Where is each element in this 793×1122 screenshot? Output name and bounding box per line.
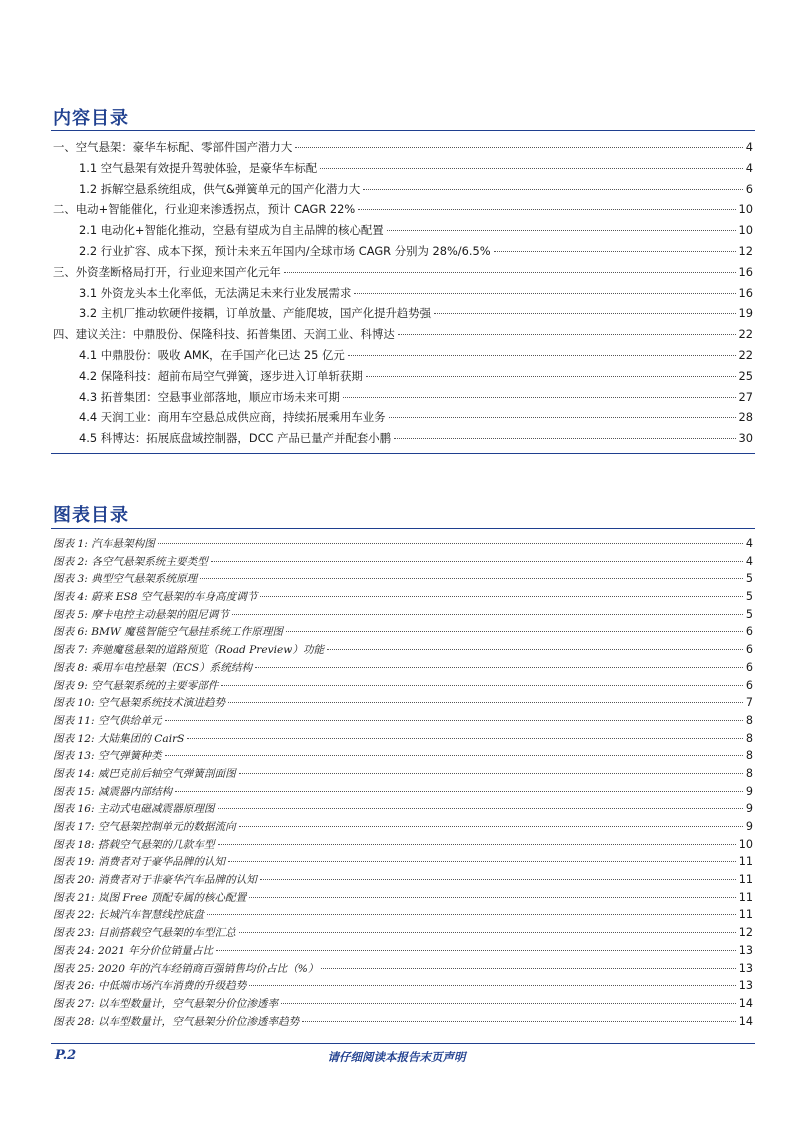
toc-entry[interactable] [53, 264, 753, 285]
toc-entry-text: 4.2 保隆科技：超前布局空气弹簧，逐步进入订单斩获期 [79, 368, 363, 383]
dot-leader [239, 773, 743, 774]
dot-leader [295, 147, 743, 148]
dot-leader [398, 334, 736, 335]
toc-entry-text: 2.1 电动化+智能化推动，空悬有望成为自主品牌的核心配置 [79, 223, 384, 238]
figure-entry-text: 图表 17: 空气悬架控制单元的数据流向 [53, 821, 236, 833]
figure-entry[interactable] [53, 748, 753, 766]
figure-entry[interactable] [53, 801, 753, 819]
figure-entry-text: 图表 3: 典型空气悬架系统原理 [53, 573, 198, 586]
toc-list [53, 139, 753, 451]
toc-entry-page-number: 10 [738, 223, 753, 238]
figure-entry[interactable] [53, 854, 753, 872]
toc-entry-page-number: 25 [738, 368, 753, 383]
figure-entry-text: 图表 18: 搭载空气悬架的几款车型 [53, 838, 215, 851]
figure-entry-page-number: 9 [745, 820, 753, 833]
figure-index-title-rule [51, 528, 755, 529]
figure-entry-page-number: 5 [745, 590, 753, 604]
toc-entry[interactable] [53, 326, 753, 347]
figure-entry[interactable] [53, 554, 753, 572]
figure-entry-page-number: 8 [745, 713, 753, 727]
figure-entry[interactable] [53, 571, 753, 589]
toc-entry-page-number: 19 [738, 306, 753, 321]
figure-entry-page-number: 12 [738, 926, 753, 940]
figure-entry-page-number: 14 [738, 1014, 753, 1028]
figure-entry[interactable] [53, 837, 753, 855]
figure-index-list [53, 536, 753, 1031]
dot-leader [207, 914, 736, 915]
figure-entry[interactable] [53, 660, 753, 678]
dot-leader [239, 932, 736, 933]
figure-entry[interactable] [53, 784, 753, 802]
dot-leader [165, 755, 743, 756]
dot-leader [228, 702, 743, 703]
figure-entry-text: 图表 6: BMW 魔毯智能空气悬挂系统工作原理图 [53, 626, 284, 639]
figure-entry[interactable] [53, 642, 753, 660]
figure-entry[interactable] [53, 678, 753, 696]
figure-entry-text: 图表 12: 大陆集团的 CairS [53, 732, 185, 745]
figure-entry-page-number: 4 [745, 554, 753, 568]
figure-entry-text: 图表 27: 以车型数量计，空气悬架分价位渗透率 [53, 997, 279, 1010]
dot-leader [255, 667, 743, 668]
dot-leader [387, 230, 736, 231]
figure-entry-page-number: 14 [738, 996, 753, 1010]
toc-entry-text: 1.2 拆解空悬系统组成，供气&弹簧单元的国产化潜力大 [79, 181, 361, 196]
toc-entry-text: 4.5 科博达：拓展底盘域控制器，DCC 产品已量产并配套小鹏 [79, 431, 392, 446]
figure-entry[interactable] [53, 731, 753, 749]
toc-entry-page-number: 30 [738, 431, 753, 446]
dot-leader [348, 355, 736, 356]
toc-entry-text: 四、建议关注：中鼎股份、保隆科技、拓普集团、天润工业、科博达 [53, 327, 395, 342]
toc-entry-text: 3.2 主机厂推动软硬件接耦，订单放量、产能爬坡，国产化提升趋势强 [79, 306, 432, 321]
toc-entry-text: 1.1 空气悬架有效提升驾驶体验，是豪华车标配 [79, 160, 318, 175]
toc-entry-page-number: 16 [738, 285, 753, 300]
dot-leader [320, 168, 743, 169]
toc-entry[interactable] [53, 409, 753, 430]
toc-entry-text: 4.3 拓普集团：空悬事业部落地，顺应市场未来可期 [79, 389, 340, 404]
figure-entry-text: 图表 24: 2021 年分价位销量占比 [53, 944, 214, 957]
dot-leader [228, 861, 736, 862]
toc-entry[interactable] [53, 285, 753, 306]
toc-entry-text: 4.4 天润工业：商用车空悬总成供应商，持续拓展乘用车业务 [79, 410, 386, 425]
toc-entry-page-number: 4 [745, 140, 753, 154]
toc-entry-page-number: 12 [738, 243, 753, 258]
figure-entry[interactable] [53, 607, 753, 625]
figure-entry-text: 图表 11: 空气供给单元 [53, 714, 162, 727]
figure-entry-page-number: 11 [738, 890, 753, 904]
figure-entry[interactable] [53, 819, 753, 837]
toc-title-rule [51, 130, 755, 131]
figure-entry[interactable] [53, 943, 753, 961]
figure-entry-text: 图表 2: 各空气悬架系统主要类型 [53, 555, 208, 568]
figure-entry-text: 图表 28: 以车型数量计，空气悬架分价位渗透率趋势 [53, 1015, 300, 1028]
dot-leader [260, 879, 736, 880]
figure-entry-page-number: 6 [745, 660, 753, 674]
toc-entry-text: 3.1 外资龙头本土化率低，无法满足未来行业发展需求 [79, 285, 352, 300]
toc-entry-page-number: 6 [745, 181, 753, 196]
toc-entry-text: 2.2 行业扩容、成本下探，预计未来五年国内/全球市场 CAGR 分别为 28%/6.5% [79, 243, 491, 258]
toc-entry[interactable] [53, 389, 753, 410]
toc-entry[interactable] [53, 181, 753, 202]
figure-entry-page-number: 11 [738, 873, 753, 887]
footer-rule [51, 1043, 755, 1044]
dot-leader [286, 631, 743, 632]
toc-entry[interactable] [53, 160, 753, 181]
figure-entry-page-number: 13 [738, 961, 753, 975]
figure-entry-page-number: 5 [745, 572, 753, 586]
footer-disclaimer: 请仔细阅读本报告末页声明 [327, 1050, 466, 1064]
dot-leader [389, 417, 736, 418]
figure-index-title: 图表目录 [53, 505, 129, 526]
toc-entry[interactable] [53, 368, 753, 389]
figure-entry-page-number: 4 [745, 537, 753, 550]
dot-leader [354, 293, 735, 294]
figure-entry[interactable] [53, 996, 753, 1014]
dot-leader [260, 596, 742, 597]
dot-leader [302, 1021, 735, 1022]
toc-entry-text: 二、电动+智能催化，行业迎来渗透拐点，预计 CAGR 22% [53, 202, 356, 217]
toc-bottom-rule [51, 453, 755, 454]
dot-leader [232, 614, 743, 615]
figure-entry-page-number: 6 [745, 678, 753, 692]
dot-leader [343, 397, 736, 398]
dot-leader [158, 543, 743, 544]
toc-entry-page-number: 27 [738, 389, 753, 404]
dot-leader [165, 720, 743, 721]
toc-entry[interactable] [53, 430, 753, 451]
figure-entry[interactable] [53, 1014, 753, 1032]
toc-entry-page-number: 28 [738, 410, 753, 425]
figure-entry-text: 图表 4: 蔚来 ES8 空气悬架的车身高度调节 [53, 591, 258, 604]
figure-entry-text: 图表 25: 2020 年的汽车经销商百强销售均价占比（%） [53, 962, 319, 975]
figure-entry-page-number: 6 [745, 625, 753, 639]
toc-entry-page-number: 10 [738, 202, 753, 217]
figure-entry-text: 图表 9: 空气悬架系统的主要零部件 [53, 679, 219, 692]
figure-entry-page-number: 9 [745, 802, 753, 816]
figure-entry[interactable] [53, 536, 753, 554]
figure-entry-text: 图表 8: 乘用车电控悬架（ECS）系统结构 [53, 661, 253, 674]
toc-entry-page-number: 16 [738, 264, 753, 279]
toc-entry-page-number: 22 [738, 347, 753, 362]
figure-entry-page-number: 11 [738, 908, 753, 922]
figure-entry-page-number: 8 [745, 766, 753, 780]
dot-leader [494, 251, 736, 252]
dot-leader [327, 649, 743, 650]
dot-leader [200, 578, 743, 579]
figure-entry[interactable] [53, 890, 753, 908]
figure-entry-page-number: 6 [745, 643, 753, 657]
toc-entry-text: 三、外资垄断格局打开，行业迎来国产化元年 [53, 264, 281, 279]
figure-entry-text: 图表 26: 中低端市场汽车消费的升级趋势 [53, 980, 247, 993]
figure-entry-page-number: 9 [745, 784, 753, 798]
toc-entry[interactable] [53, 347, 753, 368]
figure-entry-text: 图表 7: 奔驰魔毯悬架的道路预览（Road Preview）功能 [53, 644, 325, 657]
figure-entry[interactable] [53, 766, 753, 784]
toc-entry-text: 一、空气悬架：豪华车标配、零部件国产潜力大 [53, 140, 293, 154]
dot-leader [216, 950, 736, 951]
dot-leader [281, 1003, 736, 1004]
figure-entry-text: 图表 1: 汽车悬架构图 [53, 538, 155, 550]
figure-entry-page-number: 13 [738, 943, 753, 957]
dot-leader [187, 738, 742, 739]
figure-entry-text: 图表 19: 消费者对于豪华品牌的认知 [53, 856, 226, 869]
figure-entry-page-number: 7 [745, 696, 753, 710]
toc-entry[interactable] [53, 222, 753, 243]
figure-entry[interactable] [53, 695, 753, 713]
toc-entry-text: 4.1 中鼎股份：吸收 AMK，在手国产化已达 25 亿元 [79, 347, 345, 362]
figure-entry-page-number: 8 [745, 731, 753, 745]
figure-entry-page-number: 10 [738, 837, 753, 851]
dot-leader [218, 808, 743, 809]
dot-leader [249, 985, 735, 986]
figure-entry-text: 图表 10: 空气悬架系统技术演进趋势 [53, 697, 226, 710]
figure-entry[interactable] [53, 624, 753, 642]
figure-entry-page-number: 5 [745, 607, 753, 621]
dot-leader [366, 376, 736, 377]
figure-entry-text: 图表 22: 长城汽车智慧线控底盘 [53, 909, 204, 922]
figure-entry-text: 图表 15: 减震器内部结构 [53, 785, 173, 798]
dot-leader [249, 897, 736, 898]
figure-entry[interactable] [53, 589, 753, 607]
figure-entry-text: 图表 23: 目前搭载空气悬架的车型汇总 [53, 927, 236, 940]
figure-entry-text: 图表 21: 岚图 Free 顶配专属的核心配置 [53, 891, 247, 904]
toc-entry-page-number: 4 [745, 160, 753, 175]
figure-entry-text: 图表 5: 摩卡电控主动悬架的阻尼调节 [53, 608, 229, 621]
toc-title: 内容目录 [53, 108, 129, 129]
figure-entry-page-number: 8 [745, 749, 753, 763]
dot-leader [434, 313, 735, 314]
dot-leader [321, 968, 735, 969]
figure-entry[interactable] [53, 925, 753, 943]
dot-leader [239, 826, 743, 827]
figure-entry[interactable] [53, 872, 753, 890]
dot-leader [221, 685, 743, 686]
toc-entry[interactable] [53, 139, 753, 160]
figure-entry[interactable] [53, 961, 753, 979]
dot-leader [363, 189, 743, 190]
toc-entry-page-number: 22 [738, 327, 753, 342]
dot-leader [358, 209, 735, 210]
toc-entry[interactable] [53, 243, 753, 264]
figure-entry[interactable] [53, 713, 753, 731]
dot-leader [175, 791, 743, 792]
figure-entry-text: 图表 13: 空气弹簧种类 [53, 750, 162, 763]
dot-leader [284, 272, 736, 273]
dot-leader [394, 438, 735, 439]
figure-entry-text: 图表 14: 威巴克前后轴空气弹簧剖面图 [53, 767, 236, 780]
dot-leader [218, 844, 736, 845]
footer-page-number: P.2 [55, 1048, 77, 1063]
dot-leader [211, 561, 743, 562]
figure-entry-page-number: 11 [738, 855, 753, 869]
toc-entry[interactable] [53, 201, 753, 222]
figure-entry[interactable] [53, 978, 753, 996]
figure-entry-text: 图表 16: 主动式电磁减震器原理图 [53, 803, 215, 816]
toc-entry[interactable] [53, 305, 753, 326]
figure-entry[interactable] [53, 907, 753, 925]
figure-entry-text: 图表 20: 消费者对于非豪华汽车品牌的认知 [53, 874, 257, 887]
figure-entry-page-number: 13 [738, 979, 753, 993]
